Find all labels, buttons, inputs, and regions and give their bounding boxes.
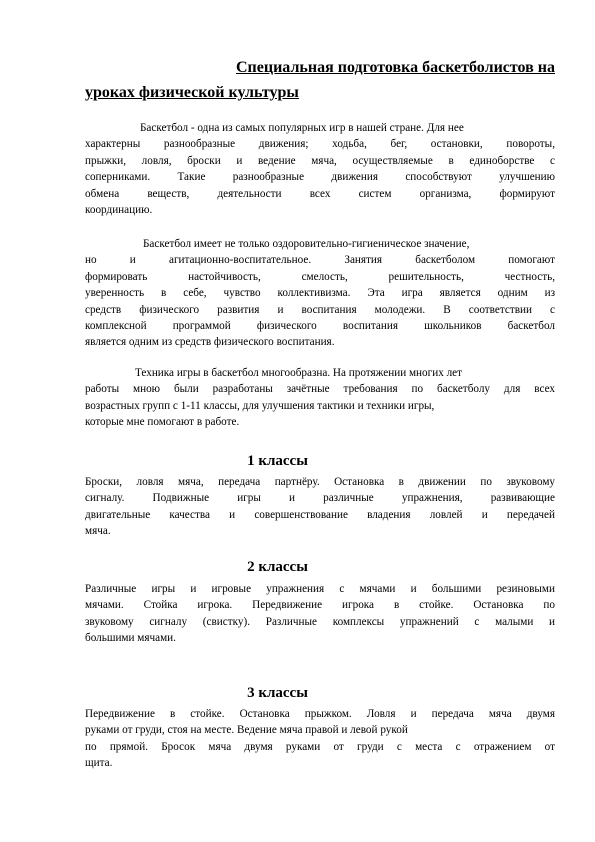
paragraph-line: формировать настойчивость, смелость, решительность, честность, [85,270,555,283]
paragraph-line: которые мне помогают в работе. [85,416,240,429]
intro-paragraph-1 [85,120,555,218]
section-body-grade-3 [85,706,555,772]
paragraph-line: руками от груди, стоя на месте. Ведение мяча правой и левой рукой [85,724,408,737]
paragraph-line: координацию. [85,204,153,217]
intro-paragraph-2 [85,236,555,351]
paragraph-line: уверенность в себе, чувство коллективизма. Эта игра является одним из [85,287,555,300]
paragraph-line: возрастных групп с 1-11 классы, для улучшения тактики и техники игры, [85,399,435,412]
section-heading-grade-3: 3 классы [247,685,308,701]
section-body-grade-1 [85,474,555,540]
paragraph-line: Техника игры в баскетбол многообразна. На протяжении многих лет [135,367,463,379]
paragraph-line: соперниками. Такие разнообразные движения способствуют улучшению [85,171,555,184]
paragraph-line: но и агитационно-воспитательное. Занятия баскетболом помогают [85,254,555,267]
paragraph-line: Различные игры и игровые упражнения с мячами и большими резиновыми [85,583,555,595]
page-title-line-2: уроках физической культуры [85,84,299,101]
paragraph-line: прыжки, ловля, броски и ведение мяча, осуществляемые в единоборстве с [85,154,555,167]
section-body-grade-2 [85,581,555,647]
paragraph-line: Баскетбол - одна из самых популярных игр в нашей стране. Для нее [140,122,464,134]
paragraph-line: двигательные качества и совершенствование владения ловлей и передачей [85,508,555,521]
paragraph-line: комплексной программой физического воспитания школьников баскетбол [85,320,555,333]
paragraph-line: Передвижение в стойке. Остановка прыжком. Ловля и передача мяча двумя [85,708,555,720]
paragraph-line: работы мною были разработаны зачётные требования по баскетболу для всех [85,383,555,396]
paragraph-line: мячами. Стойка игрока. Передвижение игрока в стойке. Остановка по [85,599,555,612]
paragraph-line: по прямой. Бросок мяча двумя руками от груди с места с отражением от [85,740,555,753]
paragraph-line: мяча. [85,525,111,538]
paragraph-line: характерны разнообразные движения; ходьба, бег, остановки, повороты, [85,138,555,151]
intro-paragraph-3 [85,365,555,431]
paragraph-line: сигналу. Подвижные игры и различные упражнения, развивающие [85,492,555,505]
section-heading-grade-1: 1 классы [247,453,308,469]
paragraph-line: звуковому сигналу (свистку). Различные комплексы упражнений с малыми и [85,615,555,628]
page-title-line-1: Специальная подготовка баскетболистов на [235,59,555,76]
paragraph-line: средств физического развития и воспитания молодежи. В соответствии с [85,303,555,316]
paragraph-line: большими мячами. [85,632,176,645]
section-heading-grade-2: 2 классы [247,559,308,575]
paragraph-line: является одним из средств физического воспитания. [85,336,335,349]
paragraph-line: Баскетбол имеет не только оздоровительно-гигиеническое значение, [143,238,470,250]
paragraph-line: щита. [85,757,113,770]
paragraph-line: обмена веществ, деятельности всех систем организма, формируют [85,187,555,200]
paragraph-line: Броски, ловля мяча, передача партнёру. Остановка в движении по звуковому [85,476,555,488]
